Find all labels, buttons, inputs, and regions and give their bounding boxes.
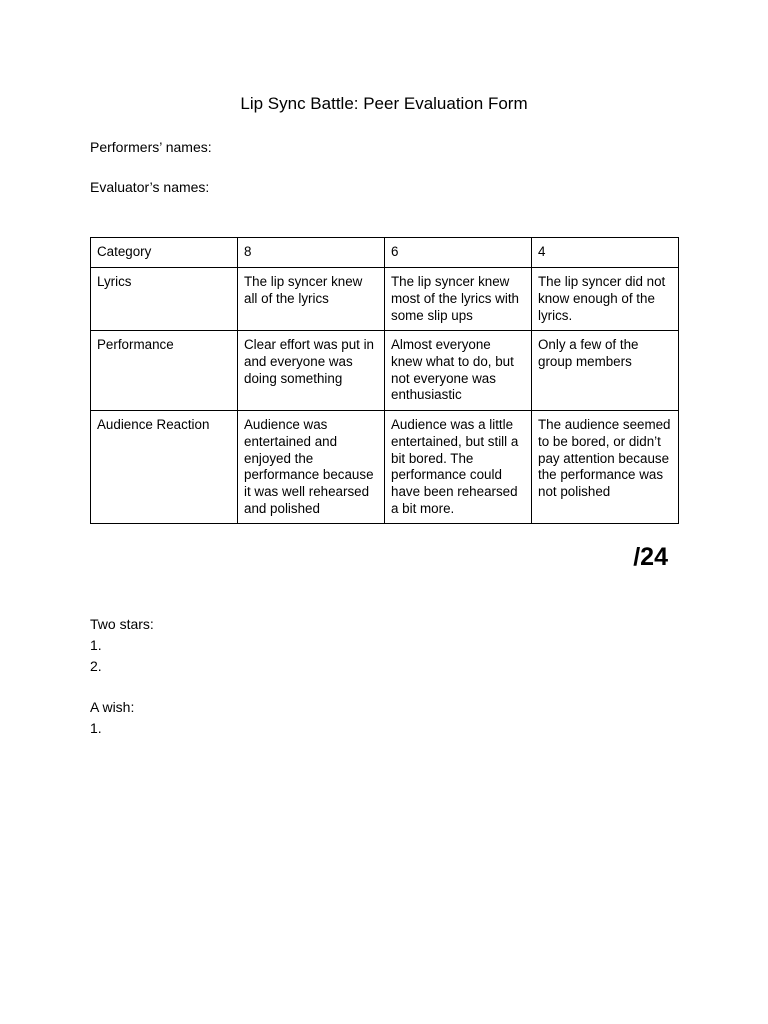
star-item-2: 2. [90,658,102,674]
criteria-cell-4: Only a few of the group members [532,331,679,411]
table-row-audience-reaction [91,411,679,524]
two-stars-section [90,614,154,677]
evaluators-names-field: Evaluator’s names: [90,179,210,195]
category-cell: Lyrics [91,268,238,331]
category-cell: Audience Reaction [91,411,238,524]
table-header-row [91,238,679,268]
star-item-1: 1. [90,637,102,653]
category-cell: Performance [91,331,238,411]
criteria-cell-8: Audience was entertained and enjoyed the performance because it was well rehearsed and polished [238,411,385,524]
two-stars-label: Two stars: [90,616,154,632]
criteria-cell-8: The lip syncer knew all of the lyrics [238,268,385,331]
page-title: Lip Sync Battle: Peer Evaluation Form [240,94,528,113]
performers-names-field: Performers’ names: [90,139,212,155]
table-row-performance [91,331,679,411]
wish-label: A wish: [90,699,135,715]
wish-item-1: 1. [90,720,102,736]
table-row-lyrics [91,268,679,331]
criteria-cell-6: Almost everyone knew what to do, but not everyone was enthusiastic [385,331,532,411]
criteria-cell-6: The lip syncer knew most of the lyrics with some slip ups [385,268,532,331]
header-score-6: 6 [385,238,532,268]
header-score-4: 4 [532,238,679,268]
criteria-cell-4: The audience seemed to be bored, or didn’t pay attention because the performance was not polished [532,411,679,524]
total-score: /24 [633,543,668,571]
header-category: Category [91,238,238,268]
rubric-table [90,237,679,524]
criteria-cell-4: The lip syncer did not know enough of the lyrics. [532,268,679,331]
criteria-cell-8: Clear effort was put in and everyone was doing something [238,331,385,411]
header-score-8: 8 [238,238,385,268]
criteria-cell-6: Audience was a little entertained, but still a bit bored. The performance could have been rehearsed a bit more. [385,411,532,524]
wish-section [90,697,134,739]
